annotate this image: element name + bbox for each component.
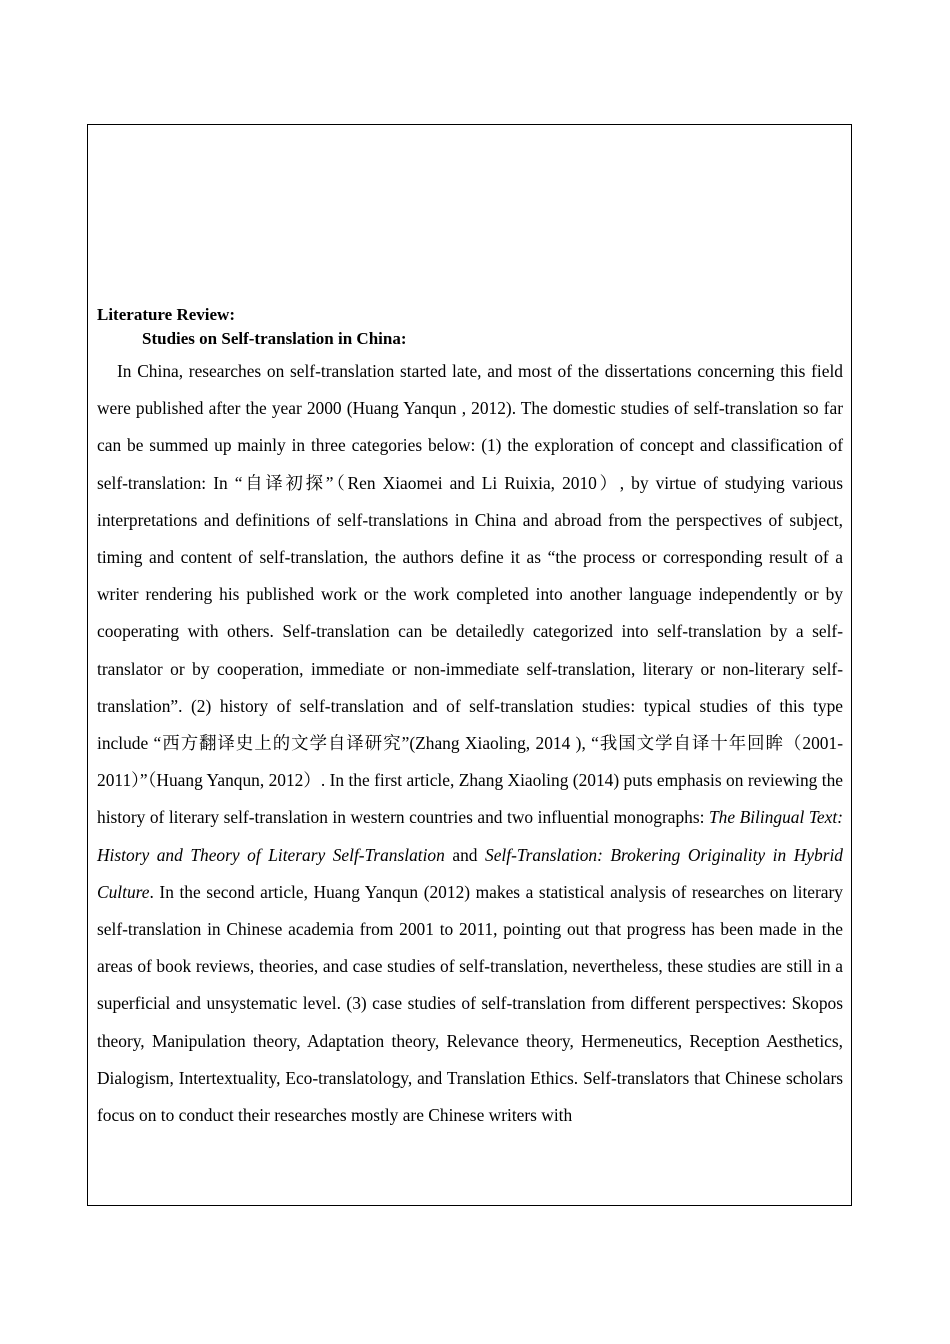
section-heading: Literature Review: [97,305,235,324]
book-title-self-translation: Self-Translation: Brokering Originality in Hybrid Culture [97,844,843,902]
paragraph-text-part-2: and [444,844,486,865]
document-frame [87,124,852,1206]
book-title-bilingual-text: The Bilingual Text: History and Theory of Literary Self-Translation [97,807,843,865]
paragraph-text-part-3: . In the second article, Huang Yanqun (2012) makes a statistical analysis of researches on literary self-translation in Chinese academia from 2001 to 2011, pointing out that progress has been made in the areas of book reviews, theories, and case studies of self-translation, nevertheless, these studies are still in a superficial and unsystematic level. (3) case studies of self-translation from different perspectives: Skopos theory, Manipulation theory, Adaptation theory, Relevance theory, Hermeneutics, Reception Aesthetics, Dialogism, Intertextuality, Eco-translatology, and Translation Ethics. Self-translators that Chinese scholars focus on to conduct their researches mostly are Chinese writers with [97,881,843,1126]
body-paragraph [97,353,843,1134]
section-subheading: Studies on Self-translation in China: [142,329,407,348]
document-content [97,303,843,1134]
paragraph-text-part-1: In China, researches on self-translation started late, and most of the dissertations concerning this field were published after the year 2000 (Huang Yanqun , 2012). The domestic studies of self-translation so far can be summed up mainly in three categories below: (1) the exploration of concept and classification of self-translation: In “自译初探”（Ren Xiaomei and Li Ruixia, 2010）, by virtue of studying various interpretations and definitions of self-translations in China and abroad from the perspectives of subject, timing and content of self-translation, the authors define it as “the process or corresponding result of a writer rendering his published work or the work completed into another language independently or by cooperating with others. Self-translation can be detailedly categorized into self-translation by a self-translator or by cooperation, immediate or non-immediate self-translation, literary or non-literary self-translation”. (2) history of self-translation and of self-translation studies: typical studies of this type include “西方翻译史上的文学自译研究”(Zhang Xiaoling, 2014 ), “我国文学自译十年回眸（2001-2011）”（Huang Yanqun, 2012）. In the first article, Zhang Xiaoling (2014) puts emphasis on reviewing the history of literary self-translation in western countries and two influential monographs: [97,361,843,828]
